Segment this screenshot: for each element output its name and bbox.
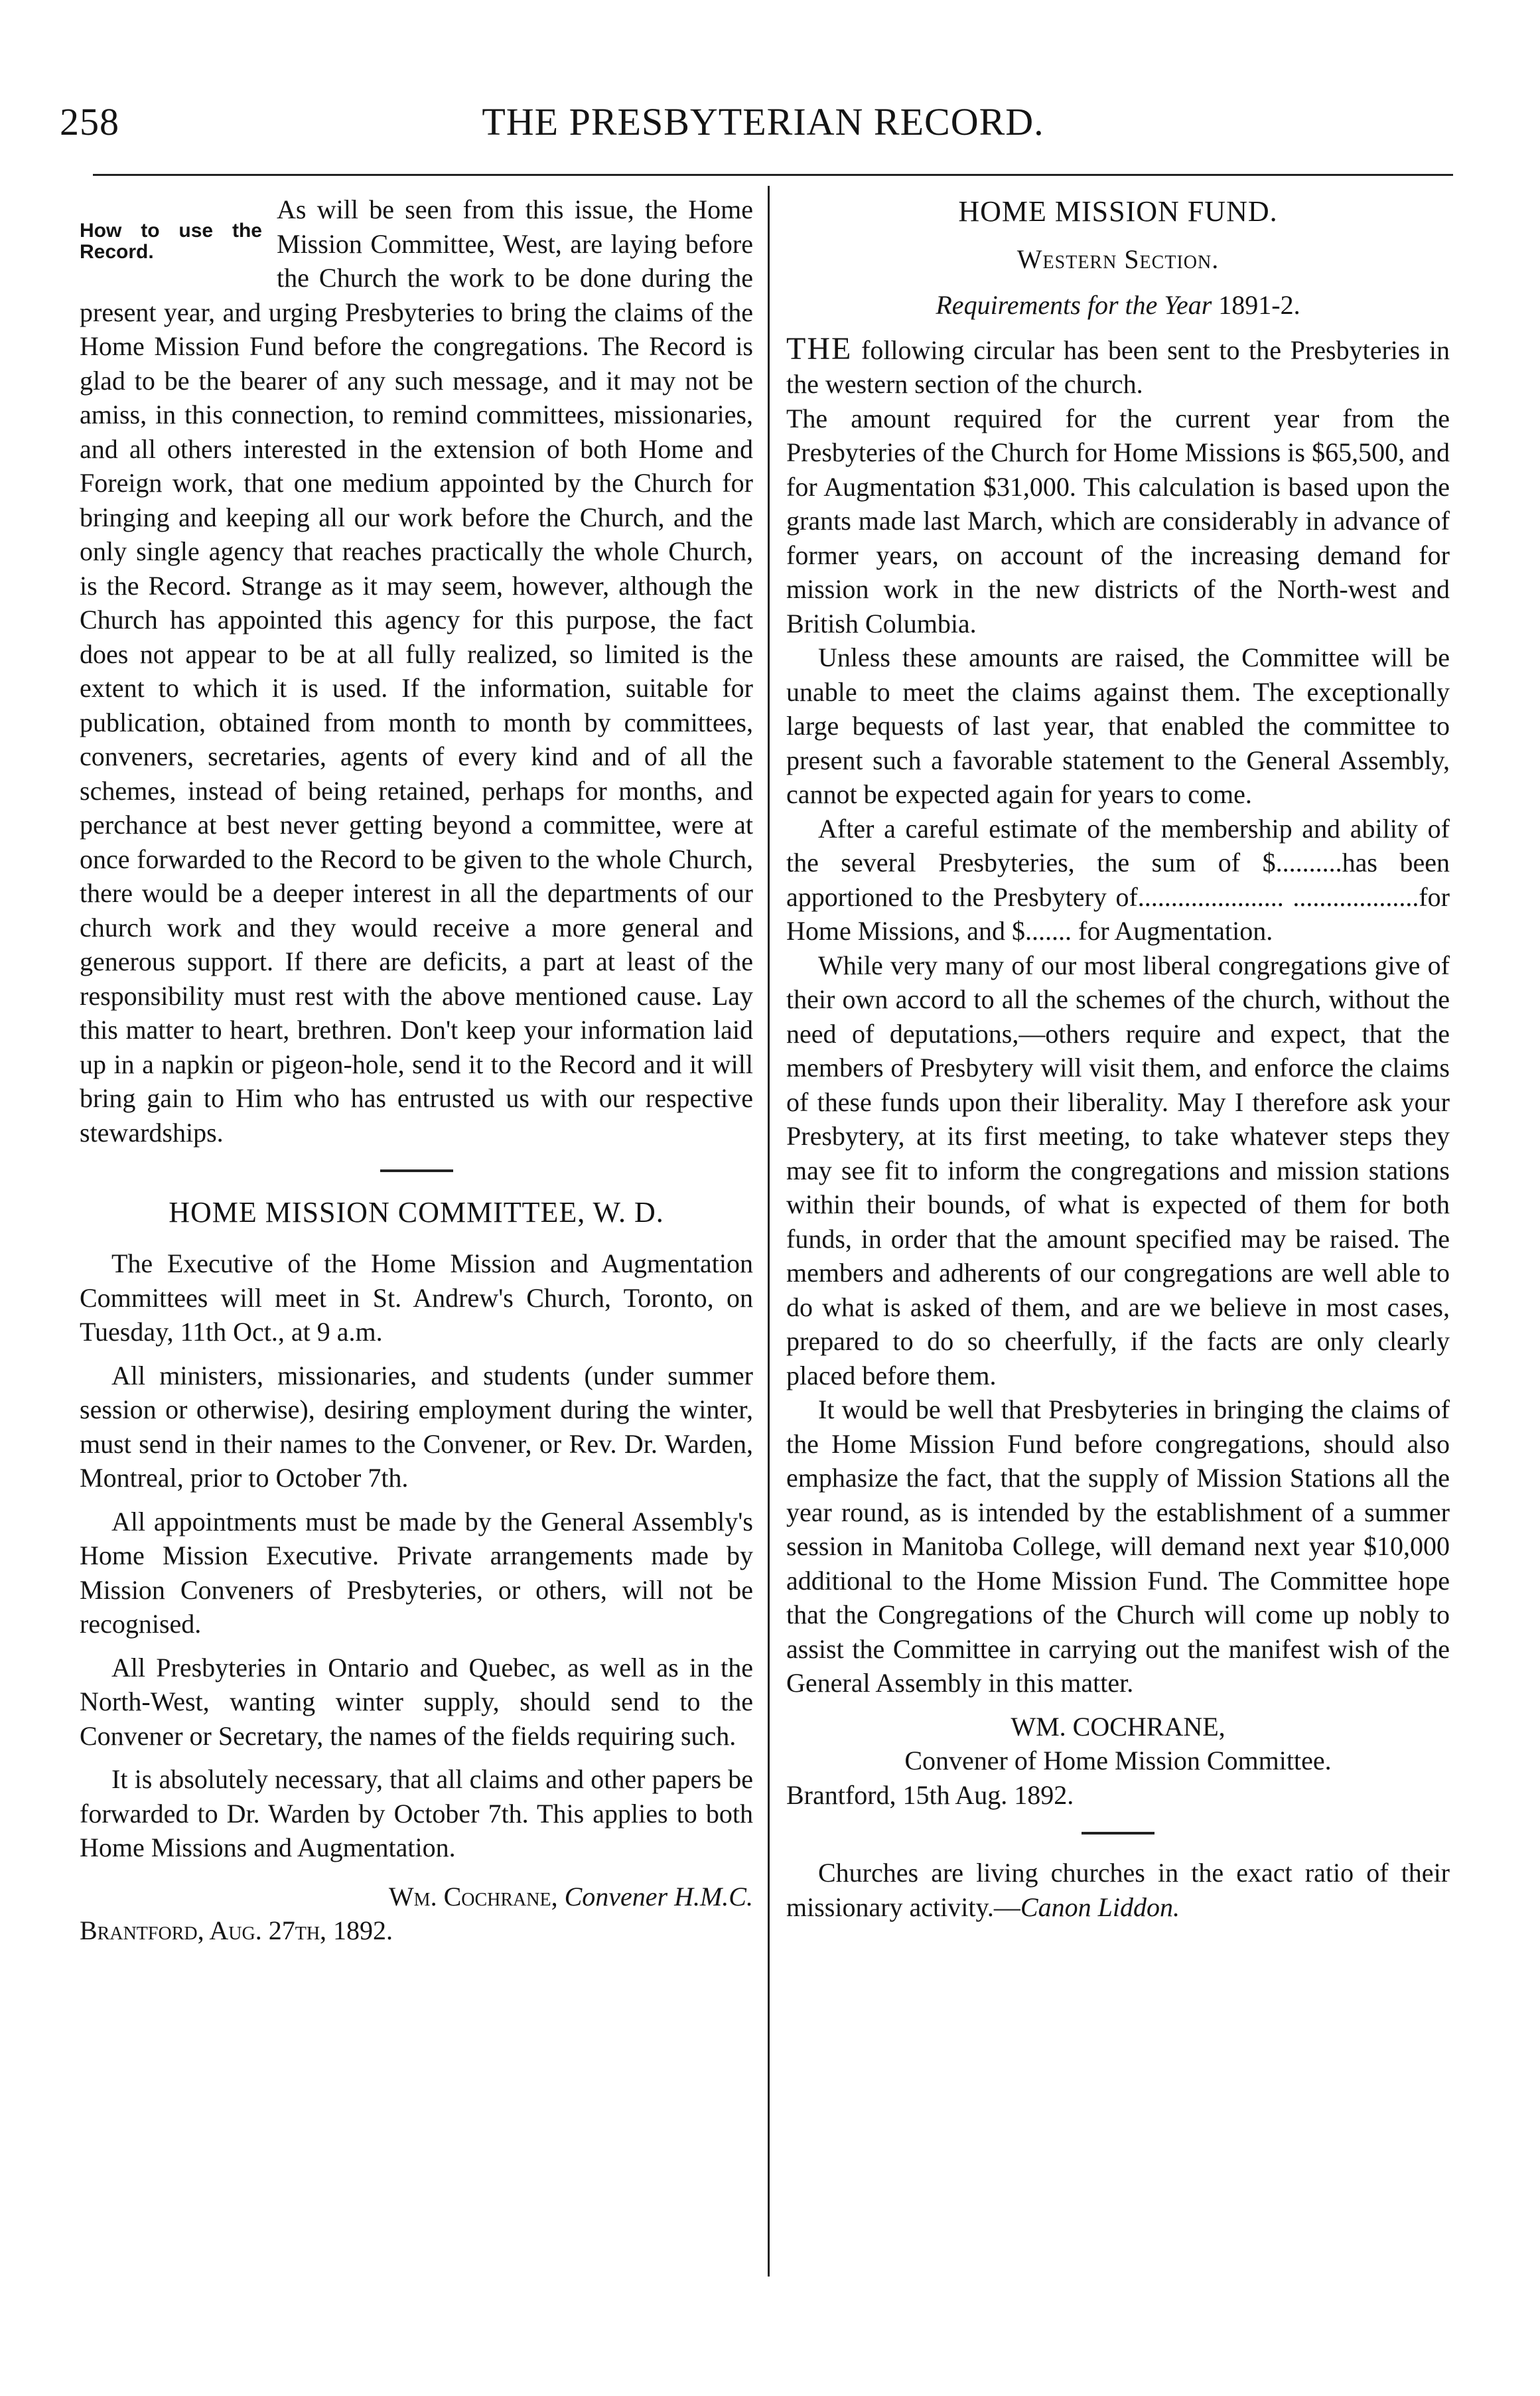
committee-para-5: It is absolutely necessary, that all claims and other papers be forwarded to Dr. Warden by October 7th. This applies to both Home Missions and Augmentation. bbox=[80, 1764, 753, 1862]
requirements-year: 1891-2. bbox=[1218, 290, 1300, 320]
dropcap-the: THE bbox=[786, 331, 853, 366]
signature-name: Wm. Cochrane, bbox=[388, 1881, 558, 1911]
committee-para-2: All ministers, missionaries, and students (under summer session or otherwise), desiring employment during the winter, must send in their names to the Convener, or Rev. Dr. Warden, Montreal, prior to October 7th. bbox=[80, 1360, 753, 1493]
fund-para-3: Unless these amounts are raised, the Committee will be unable to meet the claims against them. The exceptionally large bequests of last year, that enabled the committee to present such a favorable statement to the General Assembly, cannot be expected again for years to come. bbox=[786, 642, 1450, 809]
committee-place-date: Brantford, Aug. 27th, 1892. bbox=[80, 1915, 393, 1945]
header-rule bbox=[93, 174, 1453, 176]
sidenote-how-to-use: How to use the Record. bbox=[80, 220, 262, 263]
page-header bbox=[60, 100, 1466, 153]
signature-role: Convener H.M.C. bbox=[564, 1881, 753, 1911]
page-number: 258 bbox=[60, 100, 119, 143]
fund-para-2: The amount required for the current year from the Presbyteries of the Church for Home Missions is $65,500, and for Augmentation $31,000. This calculation is based upon the grants made last March, which are considerably in advance of former years, on account of the increasing demand for mission work in the new districts of the North-west and British Columbia. bbox=[786, 403, 1450, 638]
fund-place-date: Brantford, 15th Aug. 1892. bbox=[786, 1779, 1074, 1810]
committee-para-1: The Executive of the Home Mission and Augmentation Committees will meet in St. Andrew's Church, Toronto, on Tuesday, 11th Oct., at 9 a.m. bbox=[80, 1248, 753, 1347]
closing-quote bbox=[786, 1856, 1450, 1924]
section-divider bbox=[380, 1169, 453, 1172]
column-divider bbox=[768, 186, 770, 2277]
right-column bbox=[786, 192, 1450, 1924]
left-column bbox=[80, 192, 753, 1948]
fund-para-6: It would be well that Presbyteries in bringing the claims of the Home Mission Fund before congregations, should also emphasize the fact, that the supply of Mission Stations all the year round, as is intended by the establishment of a summer session in Manitoba College, will demand next year $10,000 additional to the Home Mission Fund. The Committee hope that the Congregations of the Church will come up nobly to assist the Committee in carrying out the manifest wish of the General Assembly in this matter. bbox=[786, 1394, 1450, 1698]
quote-text: Churches are living churches in the exact ratio of their missionary activity.— bbox=[786, 1858, 1450, 1922]
committee-para-4: All Presbyteries in Ontario and Quebec, as well as in the North-West, wanting winter supply, should send to the Convener or Secretary, the names of the fields requiring such. bbox=[80, 1652, 753, 1751]
fund-signature-name: WM. COCHRANE, bbox=[1011, 1711, 1225, 1742]
committee-para-3: All appointments must be made by the General Assembly's Home Mission Executive. Private arrangements made by Mission Conveners of Presbyteries, or others, will not be recognised. bbox=[80, 1506, 753, 1639]
quote-author: Canon Liddon. bbox=[1020, 1892, 1180, 1922]
fund-subheading: Western Section. bbox=[1016, 244, 1220, 274]
quote-divider bbox=[1082, 1832, 1155, 1834]
committee-heading: HOME MISSION COMMITTEE, W. D. bbox=[169, 1196, 664, 1229]
intro-article bbox=[80, 192, 753, 1150]
committee-signature bbox=[80, 1880, 753, 1914]
intro-paragraph: As will be seen from this issue, the Home Mission Committee, West, are laying before the Church the work to be done during the present year, and urging Presbyteries to bring the claims of the Home Mission Fund before the congregations. The Record is glad to be the bearer of any such message, and it may not be amiss, in this connection, to remind committees, missionaries, and all others interested in the extension of both Home and Foreign work, that one medium appointed by the Church for bringing and keeping all our work before the Church, and the only single agency that reaches practically the whole Church, is the Record. Strange as it may seem, however, although the Church has appointed this agency for this purpose, the fact does not appear to be at all fully realized, so limited is the extent to which it is used. If the information, suitable for publication, obtained from month to month by committees, conveners, secretaries, agents of every kind and of all the schemes, instead of being retained, perhaps for months, and perchance at best never getting beyond a committee, were at once forwarded to the Record to be given to the whole Church, there would be a deeper interest in all the departments of our church work and they would receive a more general and generous support. If there are deficits, a part at least of the responsibility must rest with the above mentioned cause. Lay this matter to heart, brethren. Don't keep your information laid up in a napkin or pigeon-hole, send it to the Record and it will bring gain to Him who has entrusted us with our respective stewardships. bbox=[80, 194, 753, 1148]
fund-heading: HOME MISSION FUND. bbox=[958, 195, 1278, 228]
page-title: THE PRESBYTERIAN RECORD. bbox=[482, 100, 1044, 143]
fund-para-4: After a careful estimate of the membership and ability of the several Presbyteries, the sum of $..........has been apportioned to the Presbytery of...................... ...................for Home Missions, and $....... for Augmentation. bbox=[786, 813, 1450, 946]
fund-para-1-text: following circular has been sent to the Presbyteries in the western section of the church. bbox=[786, 335, 1450, 399]
requirements-line bbox=[786, 288, 1450, 323]
fund-para-5: While very many of our most liberal congregations give of their own accord to all the schemes of the church, without the need of deputations,—others require and expect, that the members of Presbytery will visit them, and enforce the claims of these funds upon their liberality. May I therefore ask your Presbytery, at its first meeting, to take whatever steps they may see fit to inform the congregations and mission stations within their bounds, of what is expected of them for both funds, in order that the amount specified may be raised. The members and adherents of our congregations are well able to do what is asked of them, and are we believe in most cases, prepared to do so cheerfully, if the facts are only clearly placed before them. bbox=[786, 950, 1450, 1390]
requirements-italic: Requirements for the Year bbox=[936, 290, 1212, 320]
fund-para-1 bbox=[786, 332, 1450, 402]
fund-signature-role: Convener of Home Mission Committee. bbox=[904, 1746, 1332, 1775]
